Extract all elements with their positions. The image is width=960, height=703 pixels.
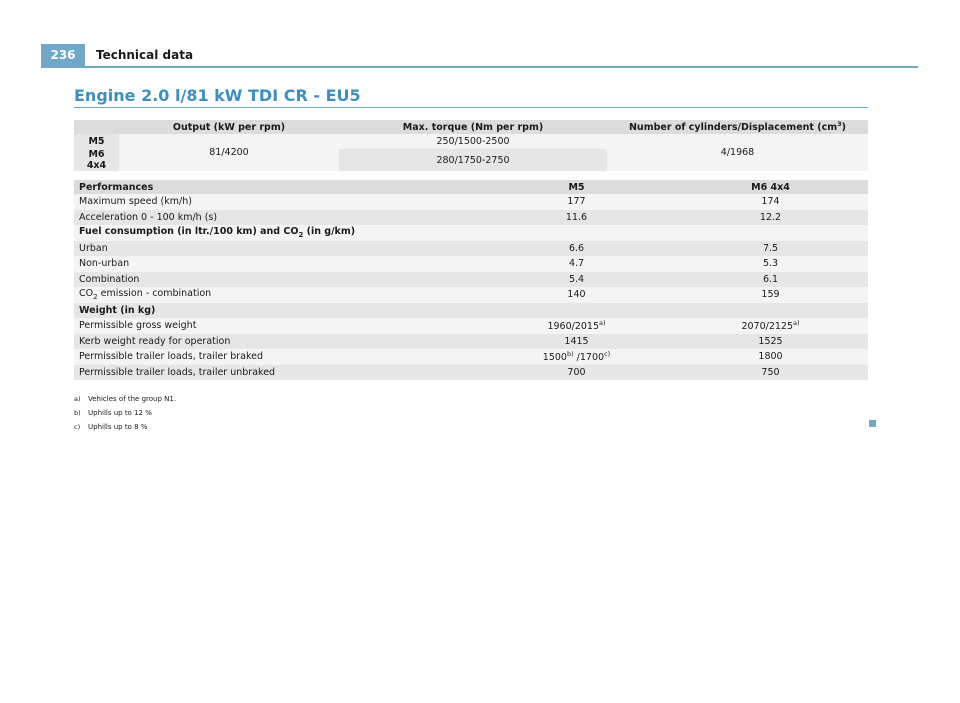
table-row — [74, 365, 868, 381]
m5-value: 1960/2015$^{a)}$ — [480, 318, 673, 334]
table-row — [74, 334, 868, 350]
row-label: Non-urban — [74, 256, 480, 272]
table-row — [74, 256, 868, 272]
m5-value: 4.7 — [480, 256, 673, 272]
row-label-m6: M6 4x4 — [74, 149, 119, 171]
row-label: $CO_2$ emission - combination — [74, 287, 480, 303]
m5-value: 1415 — [480, 334, 673, 350]
footnote — [74, 406, 176, 420]
table-header-m5: M5 — [480, 180, 673, 194]
m6-value: 750 — [673, 365, 868, 381]
row-label: Urban — [74, 241, 480, 257]
table-row — [74, 318, 868, 334]
output-value: 81/4200 — [119, 134, 339, 171]
row-label: Maximum speed (km/h) — [74, 194, 480, 210]
table-header-torque: Max. torque (Nm per rpm) — [339, 120, 607, 134]
title-rule — [74, 107, 868, 108]
engine-title: Engine 2.0 l/81 kW TDI CR - EU5 — [74, 86, 361, 105]
row-label-m5: M5 — [74, 134, 119, 149]
footnote-text: Uphills up to 12 % — [88, 409, 152, 417]
footnote-mark: b) — [74, 409, 81, 417]
footnote — [74, 420, 176, 434]
row-label: Permissible trailer loads, trailer unbraked — [74, 365, 480, 381]
table-header-output: Output (kW per rpm) — [119, 120, 339, 134]
row-label: Acceleration 0 - 100 km/h (s) — [74, 210, 480, 226]
m5-value: 6.6 — [480, 241, 673, 257]
table-section-row — [74, 225, 868, 241]
torque-value-m5: 250/1500-2500 — [339, 134, 607, 149]
engine-specs-table — [74, 120, 868, 171]
m5-value: 700 — [480, 365, 673, 381]
weight-heading: Weight (in kg) — [74, 303, 868, 319]
table-row — [74, 272, 868, 288]
fuel-consumption-heading: Fuel consumption (in ltr./100 km) and $CO_2$ (in g/km) — [74, 225, 868, 241]
table-section-row — [74, 303, 868, 319]
footnote — [74, 392, 176, 406]
footnote-text: Uphills up to 8 % — [88, 423, 148, 431]
row-label: Permissible trailer loads, trailer braked — [74, 349, 480, 365]
table-row — [74, 194, 868, 210]
table-row — [74, 241, 868, 257]
table-header-m6: M6 4x4 — [673, 180, 868, 194]
cylinders-value: 4/1968 — [607, 134, 868, 171]
footnotes — [74, 392, 176, 434]
table-row — [74, 287, 868, 303]
m6-value: 5.3 — [673, 256, 868, 272]
row-label: Permissible gross weight — [74, 318, 480, 334]
m6-value: 12.2 — [673, 210, 868, 226]
footnote-text: Vehicles of the group N1. — [88, 395, 177, 403]
end-of-section-marker — [869, 420, 876, 427]
m5-value: 177 — [480, 194, 673, 210]
section-title: Technical data — [96, 48, 194, 62]
row-label: Combination — [74, 272, 480, 288]
m6-value: 6.1 — [673, 272, 868, 288]
page-number: 236 — [41, 44, 85, 66]
m6-value: 174 — [673, 194, 868, 210]
m5-value: 5.4 — [480, 272, 673, 288]
torque-value-m6: 280/1750-2750 — [339, 149, 607, 171]
m6-value: 159 — [673, 287, 868, 303]
table-header-performances: Performances — [74, 180, 480, 194]
m6-value: 1800 — [673, 349, 868, 365]
table-row — [74, 349, 868, 365]
m6-value: 2070/2125$^{a)}$ — [673, 318, 868, 334]
performance-table — [74, 180, 868, 380]
table-header-blank — [74, 120, 119, 134]
table-row — [74, 210, 868, 226]
m5-value: 1500$^{b)}$ /1700$^{c)}$ — [480, 349, 673, 365]
header-rule — [41, 66, 918, 68]
m5-value: 140 — [480, 287, 673, 303]
row-label: Kerb weight ready for operation — [74, 334, 480, 350]
m6-value: 1525 — [673, 334, 868, 350]
footnote-mark: c) — [74, 423, 81, 431]
table-header-cylinders: Number of cylinders/Displacement $(cm^3)$ — [607, 120, 868, 134]
m5-value: 11.6 — [480, 210, 673, 226]
footnote-mark: a) — [74, 395, 81, 403]
m6-value: 7.5 — [673, 241, 868, 257]
